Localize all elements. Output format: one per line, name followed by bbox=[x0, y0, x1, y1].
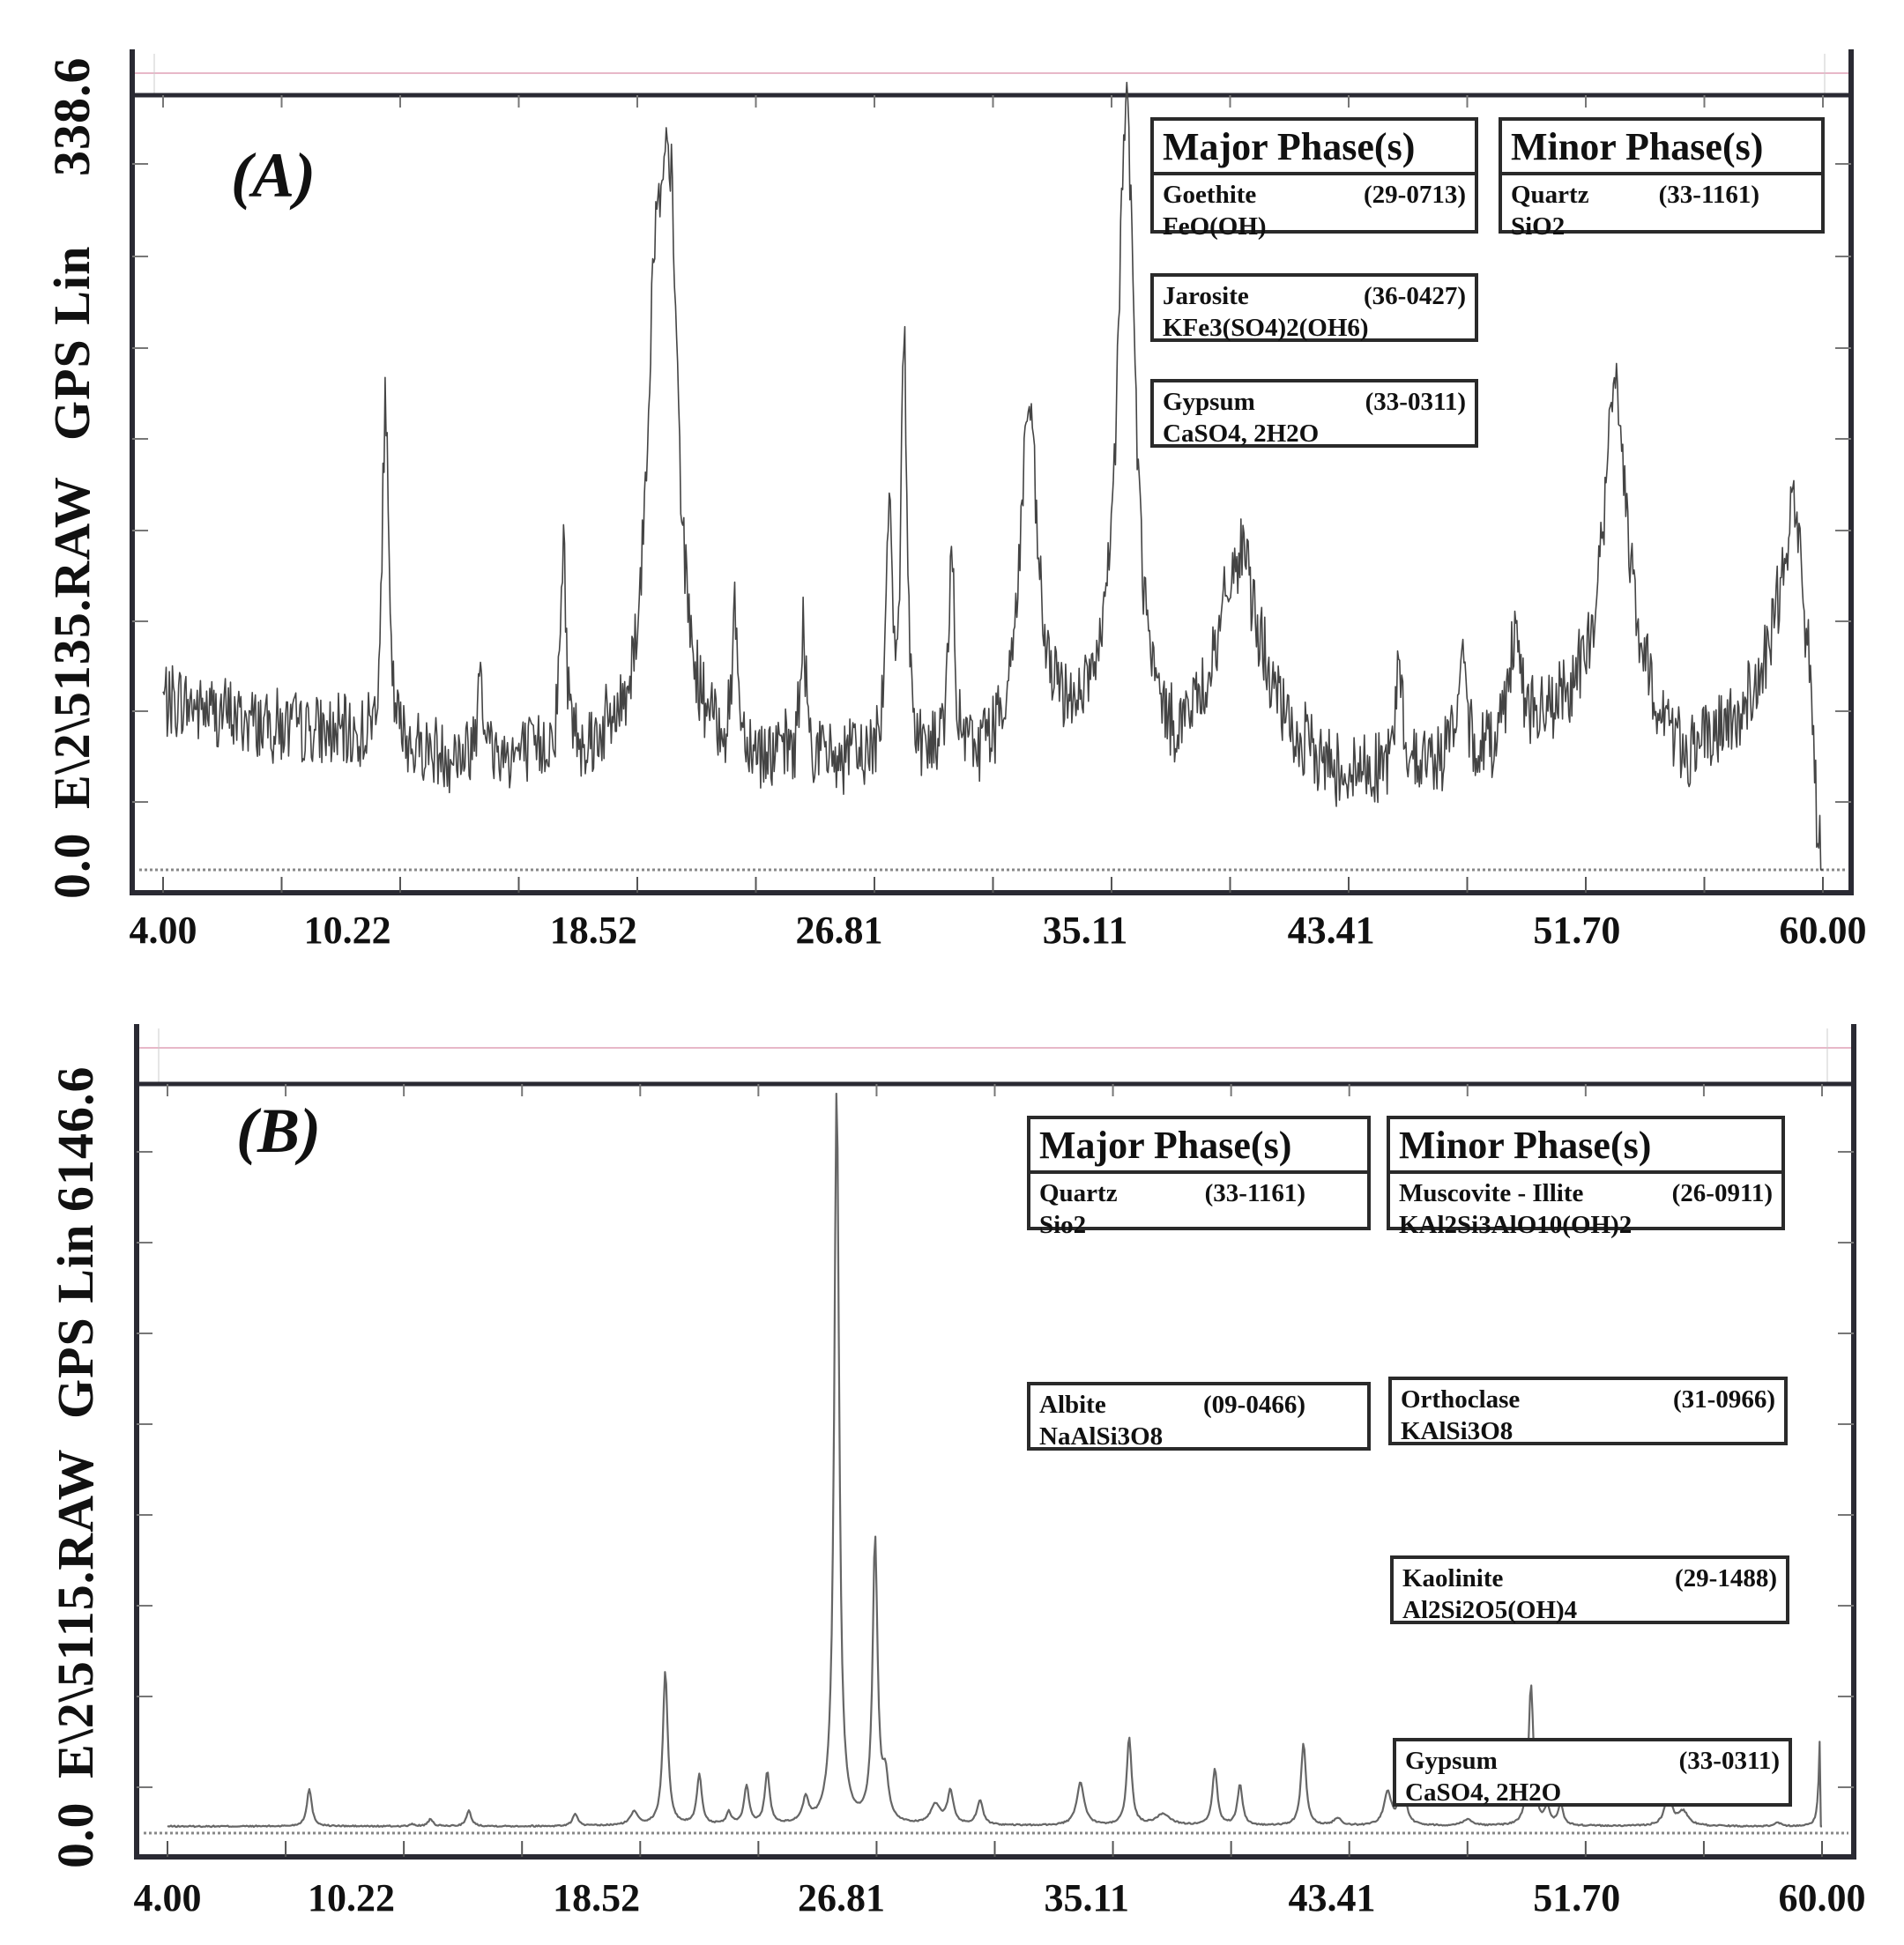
x-tick-label: 43.41 bbox=[1287, 909, 1375, 952]
phase-name: Orthoclase bbox=[1401, 1385, 1521, 1414]
phase-code: (09-0466) bbox=[1203, 1391, 1305, 1419]
x-tick-label: 51.70 bbox=[1533, 1876, 1621, 1919]
x-tick-label: 35.11 bbox=[1042, 909, 1128, 952]
y-max-label-a: 338.6 bbox=[43, 56, 100, 176]
phase-name: Muscovite - Illite bbox=[1399, 1179, 1584, 1207]
x-tick-label: 10.22 bbox=[307, 1876, 395, 1919]
legend-albite-b bbox=[1027, 1382, 1371, 1451]
y-axis-file-b: E\2\5115.RAW bbox=[47, 1448, 104, 1778]
phase-name: Gypsum bbox=[1163, 388, 1255, 416]
legend-major-a bbox=[1150, 117, 1478, 241]
phase-formula: FeO(OH) bbox=[1163, 212, 1267, 241]
legend-minor-a bbox=[1499, 117, 1825, 241]
phase-name: Quartz bbox=[1039, 1179, 1118, 1207]
legend-gypsum-a bbox=[1150, 379, 1478, 448]
x-tick-label: 10.22 bbox=[303, 909, 391, 952]
phase-formula: SiO2 bbox=[1511, 212, 1566, 241]
phase-name: Albite bbox=[1039, 1391, 1106, 1419]
phase-code: (36-0427) bbox=[1364, 282, 1466, 310]
panel-tag-a: (A) bbox=[231, 140, 316, 211]
phase-name: Goethite bbox=[1163, 181, 1257, 209]
legend-jarosite-a bbox=[1150, 273, 1478, 342]
y-axis-label-a bbox=[42, 833, 101, 900]
phase-code: (33-1161) bbox=[1658, 181, 1759, 209]
y-axis-mode-a: GPS Lin bbox=[43, 245, 100, 441]
phase-code: (33-0311) bbox=[1678, 1747, 1780, 1775]
legend-major-title: Major Phase(s) bbox=[1154, 121, 1475, 175]
x-tick-label: 4.00 bbox=[129, 909, 197, 952]
phase-code: (33-0311) bbox=[1365, 388, 1466, 416]
x-tick-label: 18.52 bbox=[553, 1876, 641, 1919]
x-tick-label: 60.00 bbox=[1779, 909, 1867, 952]
phase-code: (29-1488) bbox=[1675, 1564, 1777, 1592]
panel-tag-b: (B) bbox=[236, 1095, 321, 1166]
x-tick-label: 35.11 bbox=[1044, 1876, 1130, 1919]
x-tick-label: 4.00 bbox=[133, 1876, 202, 1919]
legend-minor-title: Minor Phase(s) bbox=[1502, 121, 1821, 175]
phase-code: (26-0911) bbox=[1671, 1179, 1773, 1207]
legend-major-b bbox=[1027, 1116, 1371, 1239]
x-tick-label: 43.41 bbox=[1288, 1876, 1376, 1919]
y-min-label-b: 0.0 bbox=[47, 1801, 104, 1868]
phase-formula: KFe3(SO4)2(OH6) bbox=[1163, 314, 1369, 342]
phase-code: (31-0966) bbox=[1673, 1385, 1775, 1414]
phase-code: (33-1161) bbox=[1204, 1179, 1305, 1207]
phase-formula: Al2Si2O5(OH)4 bbox=[1402, 1596, 1578, 1624]
legend-minor-title: Minor Phase(s) bbox=[1390, 1119, 1781, 1174]
phase-name: Gypsum bbox=[1405, 1747, 1498, 1775]
x-tick-label: 60.00 bbox=[1778, 1876, 1866, 1919]
phase-formula: NaAlSi3O8 bbox=[1039, 1422, 1164, 1451]
y-max-label-b: 6146.6 bbox=[47, 1065, 104, 1212]
phase-name: Quartz bbox=[1511, 181, 1589, 209]
phase-formula: Sio2 bbox=[1039, 1211, 1087, 1239]
phase-name: Kaolinite bbox=[1402, 1564, 1504, 1592]
panel-b bbox=[0, 978, 1904, 1945]
x-tick-label: 26.81 bbox=[798, 1876, 886, 1919]
phase-formula: CaSO4, 2H2O bbox=[1163, 419, 1320, 448]
legend-minor-b bbox=[1387, 1116, 1785, 1239]
phase-code: (29-0713) bbox=[1364, 181, 1466, 209]
legend-major-title: Major Phase(s) bbox=[1030, 1119, 1367, 1174]
y-axis-file-a: E\2\5135.RAW bbox=[43, 476, 100, 809]
x-tick-label: 26.81 bbox=[795, 909, 883, 952]
phase-name: Jarosite bbox=[1163, 282, 1249, 310]
y-axis-mode-b: GPS Lin bbox=[47, 1223, 104, 1419]
x-tick-label: 18.52 bbox=[549, 909, 637, 952]
legend-gypsum-b bbox=[1393, 1738, 1792, 1807]
phase-formula: CaSO4, 2H2O bbox=[1405, 1778, 1562, 1807]
phase-formula: KAlSi3O8 bbox=[1401, 1417, 1514, 1445]
legend-orthoclase-b bbox=[1388, 1377, 1788, 1445]
phase-formula: KAl2Si3AlO10(OH)2 bbox=[1399, 1211, 1633, 1239]
x-tick-label: 51.70 bbox=[1533, 909, 1621, 952]
legend-kaolinite-b bbox=[1390, 1555, 1789, 1624]
y-min-label-a: 0.0 bbox=[43, 832, 100, 899]
